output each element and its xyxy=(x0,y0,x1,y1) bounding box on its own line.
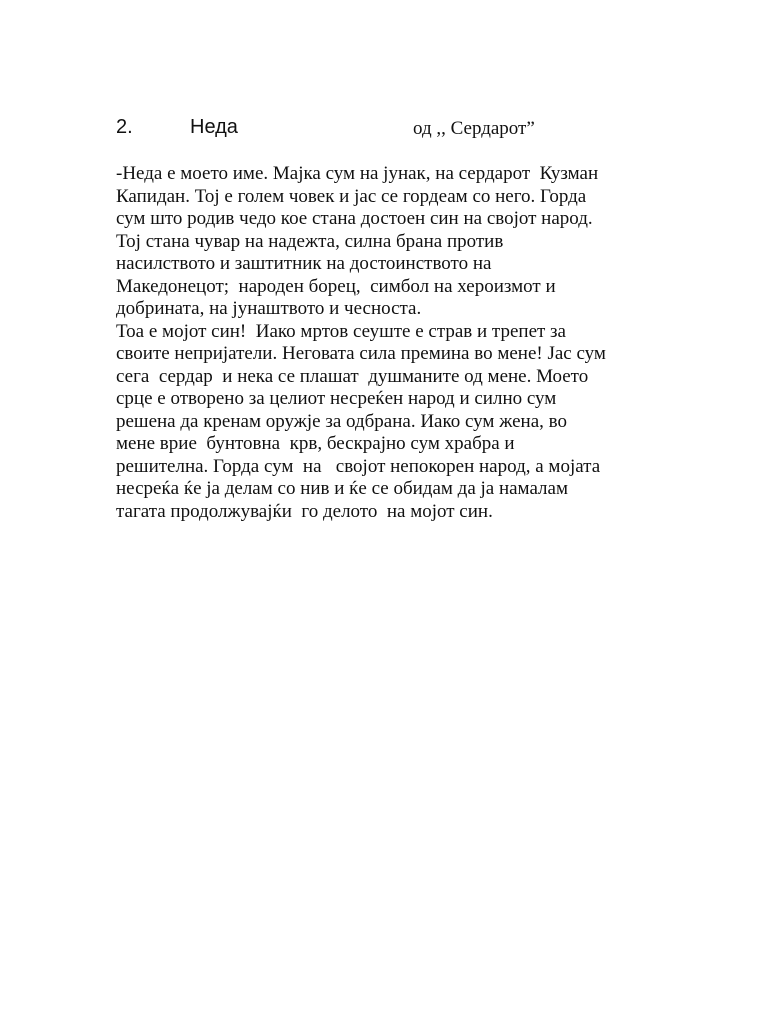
source-title: од ,, Сердарот” xyxy=(413,118,535,139)
section-number: 2. xyxy=(116,116,133,138)
text-line: -Неда е моето име. Мајка сум на јунак, на сердарот Кузман xyxy=(116,163,599,184)
text-line: решителна. Горда сум на својот непокорен народ, а мојата xyxy=(116,455,601,477)
text-line: добрината, на јунаштвото и чесноста. xyxy=(116,298,422,319)
character-name: Неда xyxy=(190,116,238,138)
text-line: мене врие бунтовна крв, бескрајно сум храбра и xyxy=(116,433,515,454)
text-line: сум што родив чедо кое стана достоен син на својот народ. xyxy=(116,208,593,229)
text-line: Македонецот; народен борец, симбол на хероизмот и xyxy=(116,275,556,297)
text-line: Тоа е мојот син! Иако мртов сеуште е страв и трепет за xyxy=(116,320,566,342)
text-line: решена да кренам оружје за одбрана. Иако сум жена, во xyxy=(116,410,567,432)
text-line: Капидан. Тој е голем човек и јас се гордеам со него. Горда xyxy=(116,185,587,207)
text-line: Тој стана чувар на надежта, силна брана против xyxy=(116,230,504,252)
monologue-paragraph xyxy=(116,163,676,523)
text-line: срце е отворено за целиот несреќен народ и силно сум xyxy=(116,388,557,409)
text-line: насилството и заштитник на достоинството на xyxy=(116,253,492,274)
text-line: сега сердар и нека се плашат душманите од мене. Моето xyxy=(116,365,589,387)
text-line: своите непријатели. Неговата сила премина во мене! Јас сум xyxy=(116,343,606,364)
text-line: тагата продолжувајќи го делото на мојот син. xyxy=(116,500,493,522)
text-line: несреќа ќе ја делам со нив и ќе се обидам да ја намалам xyxy=(116,478,568,499)
section-heading xyxy=(0,114,768,140)
